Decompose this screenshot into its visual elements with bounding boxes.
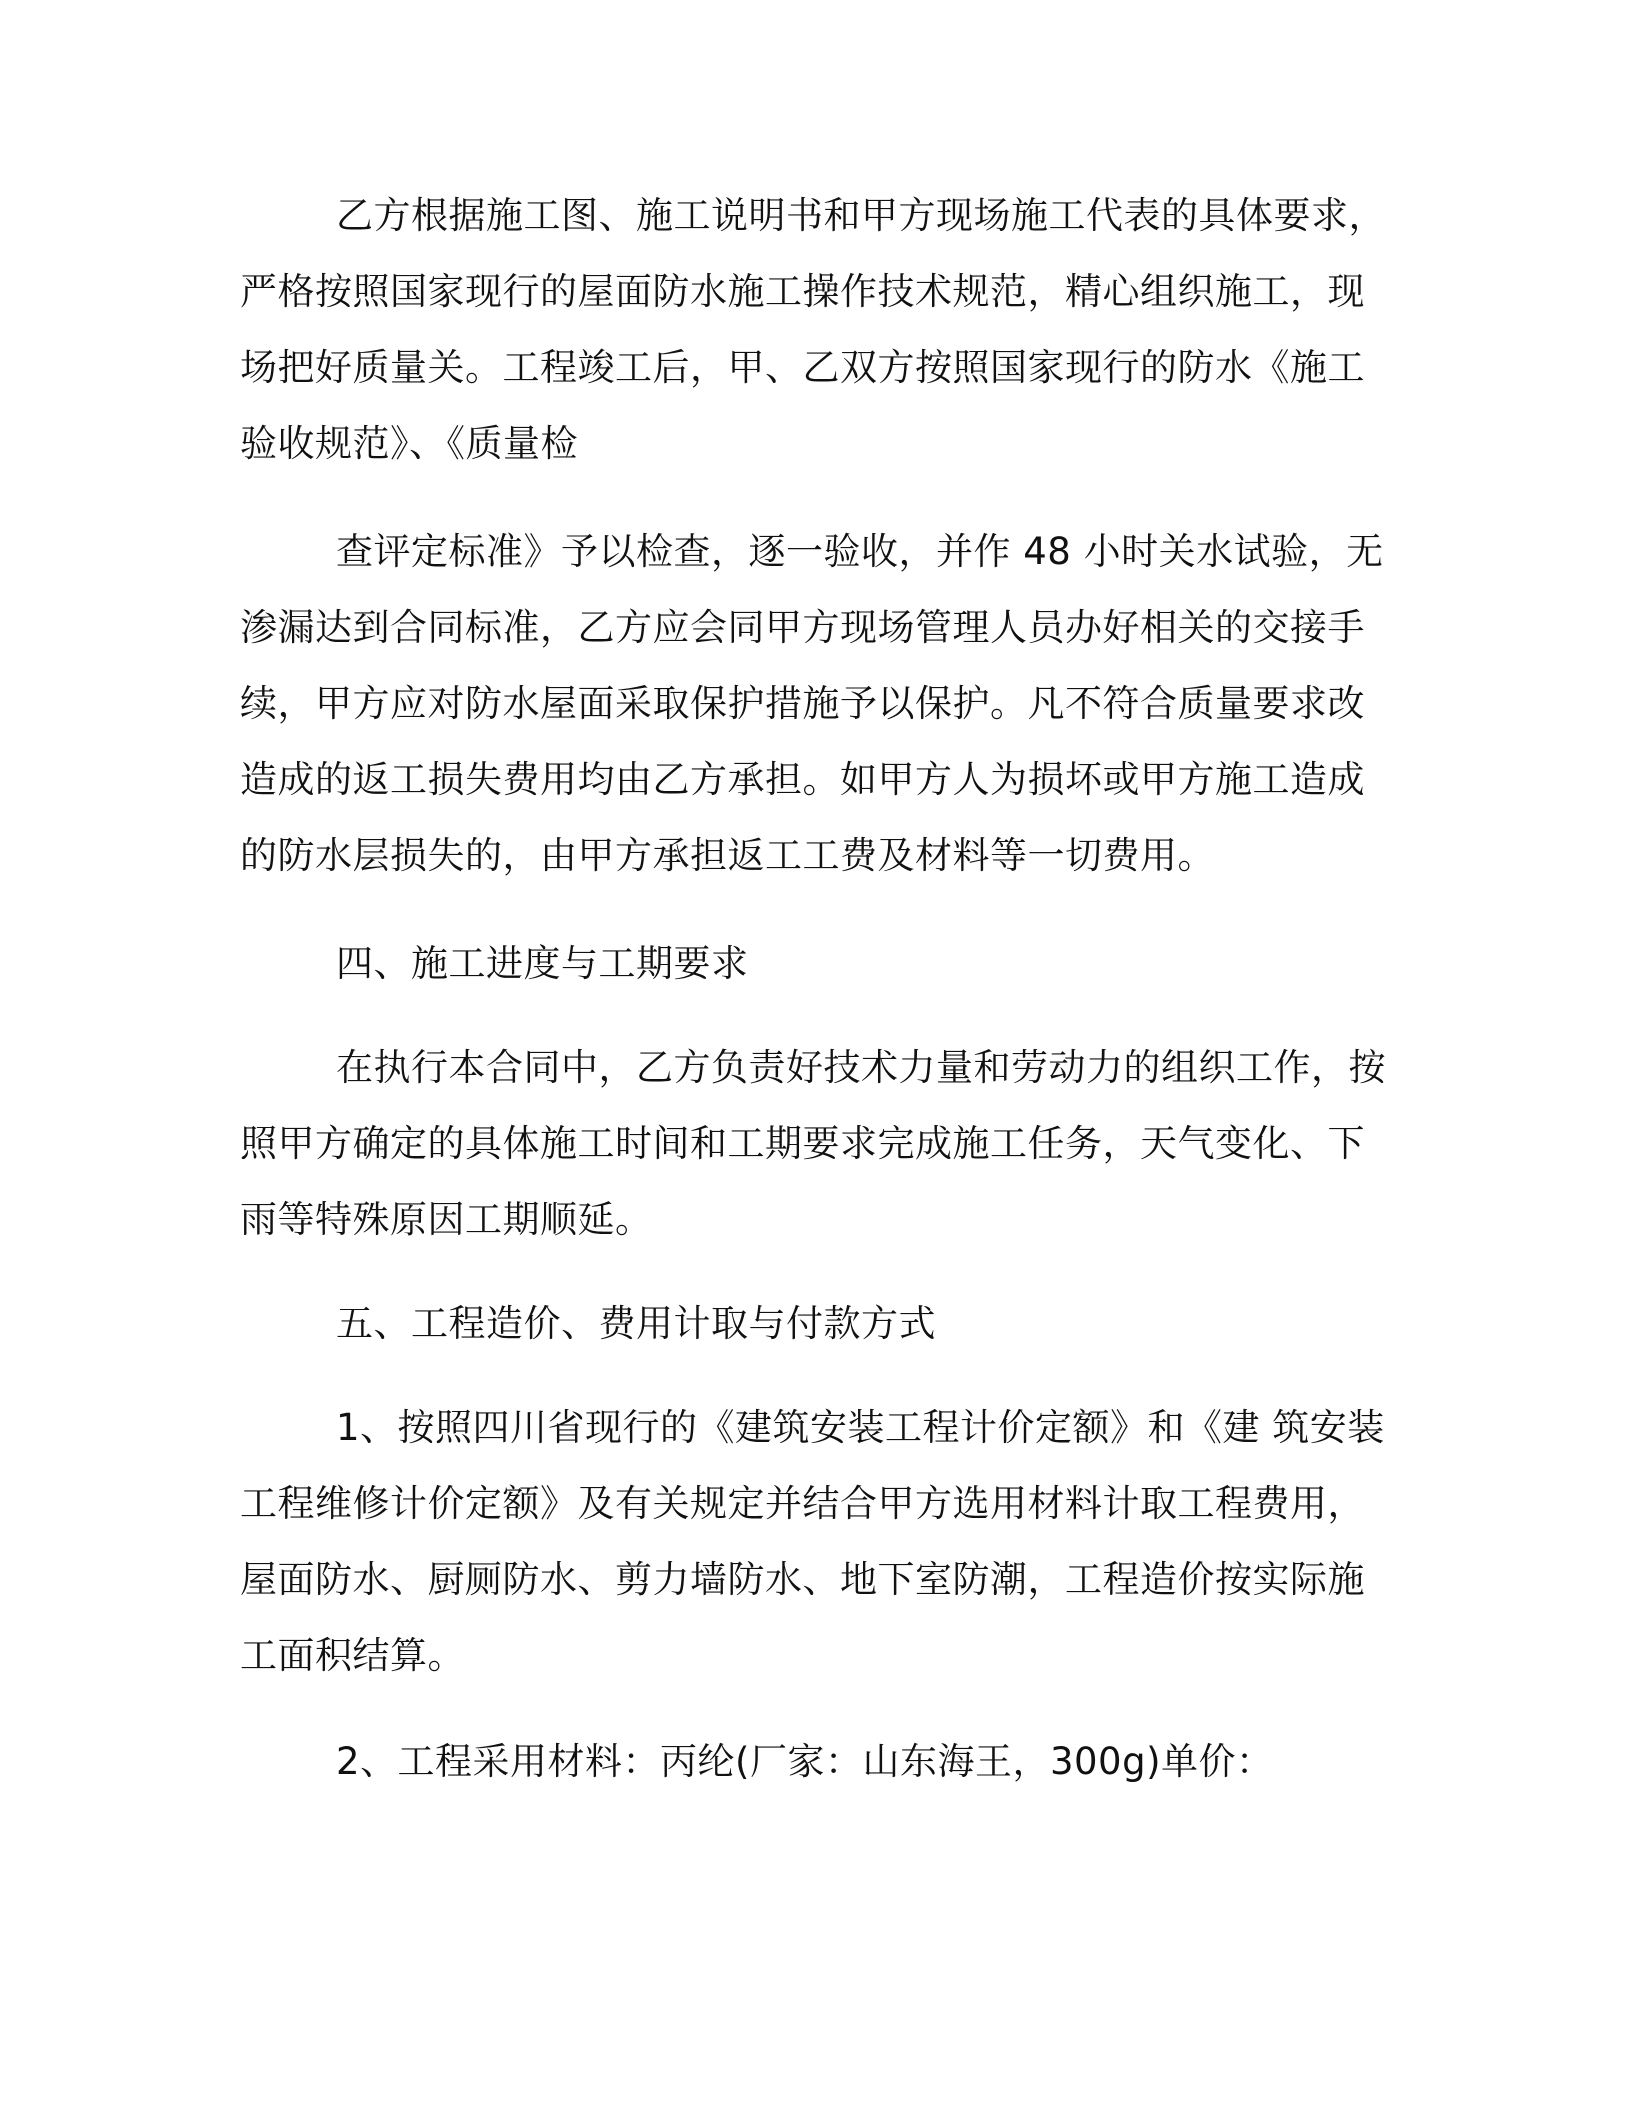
text-line: 的防水层损失的，由甲方承担返工工费及材料等一切费用。: [240, 834, 1215, 877]
paragraph-materials: [240, 1724, 1390, 1800]
paragraph-quality-requirements: [240, 178, 1390, 482]
text-line: 乙方根据施工图、施工说明书和甲方现场施工代表的具体要求，: [336, 194, 1386, 237]
heading-text: 四、施工进度与工期要求: [336, 942, 749, 985]
section-heading-schedule: [240, 926, 1390, 1002]
text-line: 工面积结算。: [240, 1634, 465, 1677]
text-line: 2、工程采用材料：丙纶(厂家：山东海王，300g)单价：: [336, 1740, 1274, 1783]
text-line: 屋面防水、厨厕防水、剪力墙防水、地下室防潮，工程造价按实际施: [240, 1558, 1365, 1601]
paragraph-inspection-acceptance: [240, 514, 1390, 894]
text-line: 渗漏达到合同标准，乙方应会同甲方现场管理人员办好相关的交接手: [240, 606, 1365, 649]
text-line: 造成的返工损失费用均由乙方承担。如甲方人为损坏或甲方施工造成: [240, 758, 1365, 801]
text-line: 场把好质量关。工程竣工后，甲、乙双方按照国家现行的防水《施工: [240, 346, 1365, 389]
text-line: 在执行本合同中，乙方负责好技术力量和劳动力的组织工作，按: [336, 1046, 1386, 1089]
text-line: 查评定标准》予以检查，逐一验收，并作 48 小时关水试验，无: [336, 530, 1384, 573]
heading-text: 五、工程造价、费用计取与付款方式: [336, 1302, 936, 1345]
text-line: 验收规范》、《质量检: [240, 422, 578, 465]
section-heading-cost-payment: [240, 1286, 1390, 1362]
text-line: 照甲方确定的具体施工时间和工期要求完成施工任务，天气变化、下: [240, 1122, 1365, 1165]
text-line: 工程维修计价定额》及有关规定并结合甲方选用材料计取工程费用，: [240, 1482, 1365, 1525]
text-line: 1、按照四川省现行的《建筑安装工程计价定额》和《建 筑安装: [336, 1406, 1385, 1449]
text-line: 严格按照国家现行的屋面防水施工操作技术规范，精心组织施工，现: [240, 270, 1365, 313]
text-line: 续，甲方应对防水屋面采取保护措施予以保护。凡不符合质量要求改: [240, 682, 1365, 725]
text-line: 雨等特殊原因工期顺延。: [240, 1198, 653, 1241]
paragraph-schedule: [240, 1030, 1390, 1258]
paragraph-pricing-basis: [240, 1390, 1390, 1694]
